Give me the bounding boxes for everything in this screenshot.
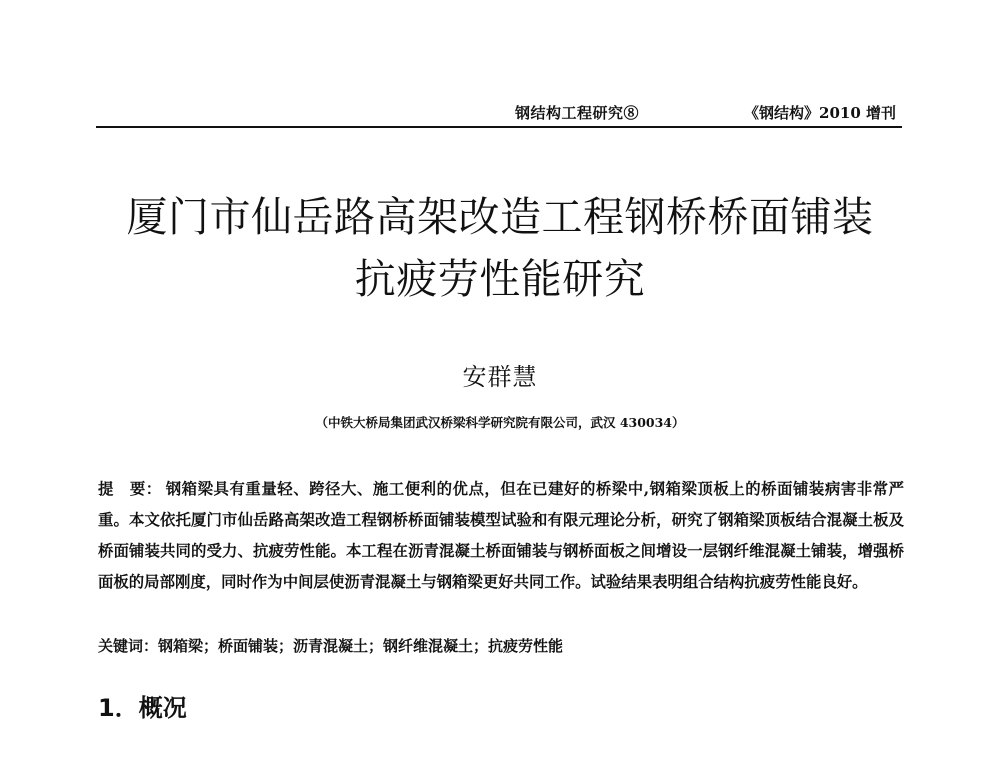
series-label: 钢结构工程研究⑧ bbox=[515, 104, 640, 122]
abstract-label: 提 要： bbox=[98, 480, 162, 498]
affiliation: （中铁大桥局集团武汉桥梁科学研究院有限公司，武汉 430034） bbox=[315, 415, 685, 430]
paper-title bbox=[0, 186, 1000, 310]
running-header bbox=[96, 96, 902, 128]
title-line-2: 抗疲劳性能研究 bbox=[354, 255, 646, 303]
keywords-label: 关键词： bbox=[98, 637, 159, 655]
author-name: 安群慧 bbox=[462, 363, 538, 391]
abstract bbox=[98, 474, 904, 598]
abstract-text: 钢箱梁具有重量轻、跨径大、施工便利的优点，但在已建好的桥梁中,钢箱梁顶板上的桥面铺装病害非常严重。本文依托厦门市仙岳路高架改造工程钢桥桥面铺装模型试验和有限元理论分析，研究了钢箱梁顶板结合混凝土板及桥面铺装共同的受力、抗疲劳性能。本工程在沥青混凝土桥面铺装与钢桥面板之间增设一层钢纤维混凝土铺装，增强桥面板的局部刚度，同时作为中间层使沥青混凝土与钢箱梁更好共同工作。试验结果表明组合结构抗疲劳性能良好。 bbox=[98, 480, 904, 591]
title-line-1: 厦门市仙岳路高架改造工程钢桥桥面铺装 bbox=[126, 193, 874, 241]
keywords bbox=[98, 635, 904, 657]
journal-label: 《钢结构》2010 增刊 bbox=[744, 104, 896, 122]
keywords-text: 钢箱梁；桥面铺装；沥青混凝土；钢纤维混凝土；抗疲劳性能 bbox=[158, 637, 564, 655]
section-heading: 1．概况 bbox=[98, 694, 187, 722]
